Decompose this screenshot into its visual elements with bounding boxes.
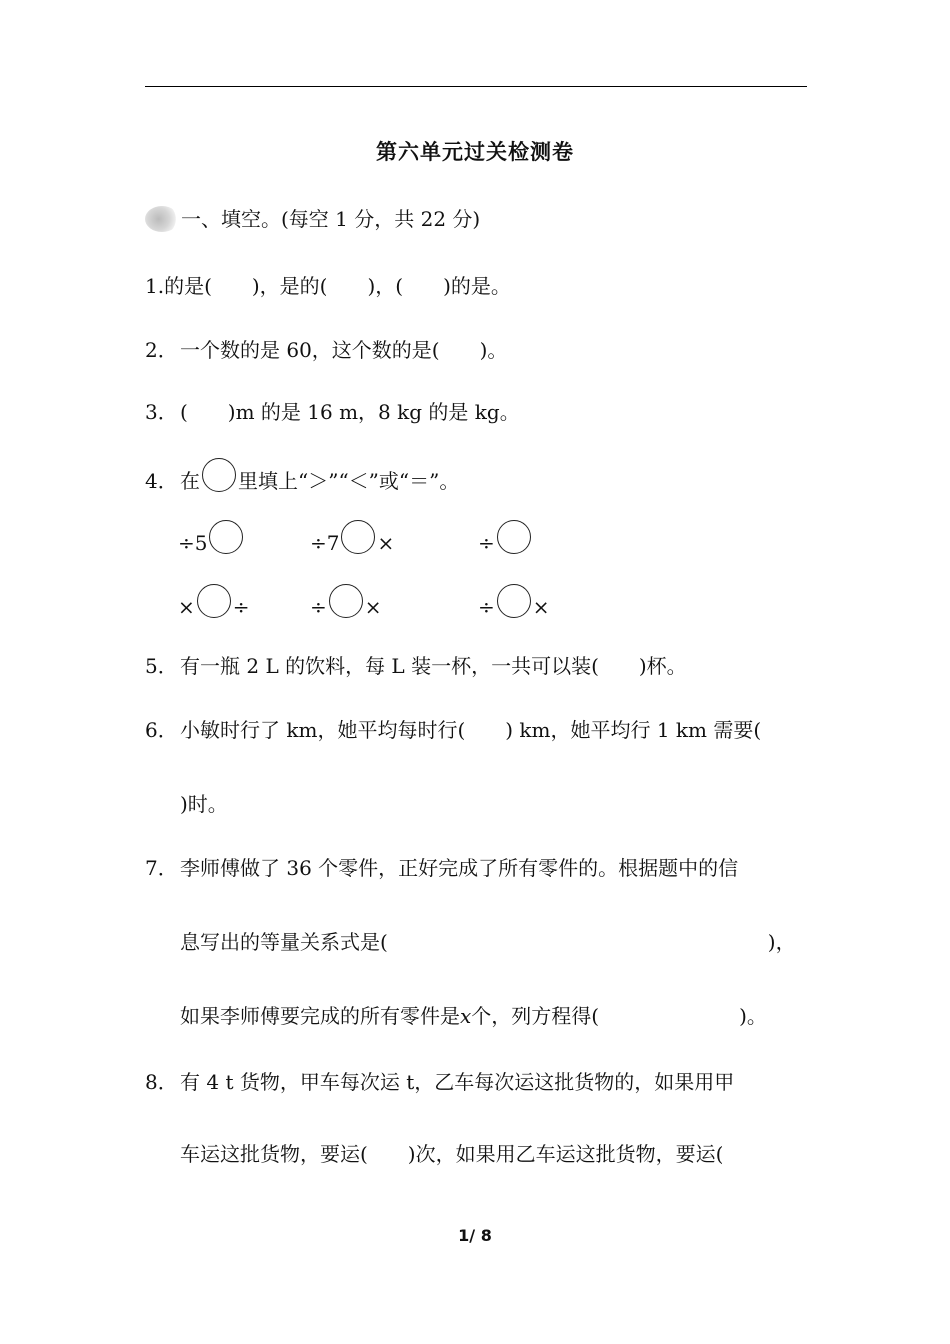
question-3 (145, 398, 520, 426)
compare-item-r1c1 (178, 520, 245, 558)
compare-right: × (364, 595, 382, 619)
page-number: 1/ 8 (458, 1226, 492, 1245)
question-6-number: 6． (145, 718, 178, 742)
compare-left: ÷ (478, 531, 495, 555)
compare-right: ÷ (232, 595, 250, 619)
question-7-cont-2 (180, 1002, 767, 1030)
question-4-post: 里填上“＞”“＜”或“＝”。 (238, 469, 460, 493)
question-6 (145, 716, 761, 744)
question-3-number: 3． (145, 400, 178, 424)
question-7-line1: 李师傅做了 36 个零件，正好完成了所有零件的。根据题中的信 (180, 856, 739, 880)
section1-heading-text: 一、填空。(每空 1 分，共 22 分) (181, 207, 481, 231)
question-8-number: 8． (145, 1070, 178, 1094)
question-8-line2: 车运这批货物，要运( )次，如果用乙车运这批货物，要运( (180, 1142, 724, 1166)
compare-left: ÷7 (310, 531, 340, 555)
question-1-text: 1.的是( )，是的( )，( )的是。 (145, 274, 511, 298)
compare-circle-icon (202, 458, 236, 492)
question-1 (145, 272, 511, 300)
question-4-pre: 在 (180, 469, 200, 493)
compare-circle-icon[interactable] (341, 520, 375, 554)
question-4 (145, 458, 459, 495)
question-5-number: 5． (145, 654, 178, 678)
question-7-cont-1 (180, 928, 796, 956)
compare-right: × (532, 595, 550, 619)
compare-circle-icon[interactable] (329, 584, 363, 618)
question-5-text: 有一瓶 2 L 的饮料，每 L 装一杯，一共可以装( )杯。 (180, 654, 687, 678)
question-7-line2: 息写出的等量关系式是( )， (180, 930, 796, 954)
question-7-line3a: 如果李师傅要完成的所有零件是 (180, 1004, 460, 1028)
question-7-line3b: 个，列方程得( )。 (471, 1004, 767, 1028)
compare-left: ÷ (310, 595, 327, 619)
question-8 (145, 1068, 734, 1096)
section-badge-icon (145, 206, 179, 232)
variable-x: x (460, 1004, 472, 1028)
question-6-line1: 小敏时行了 km，她平均每时行( ) km，她平均行 1 km 需要( (180, 718, 762, 742)
compare-circle-icon[interactable] (209, 520, 243, 554)
section1-heading (145, 205, 480, 233)
compare-item-r1c2 (310, 520, 394, 558)
question-4-number: 4． (145, 469, 178, 493)
question-3-text: ( )m 的是 16 m，8 kg 的是 kg。 (180, 400, 520, 424)
compare-left: ÷5 (178, 531, 208, 555)
compare-left: × (178, 595, 195, 619)
question-2-text: 一个数的是 60，这个数的是( )。 (180, 338, 508, 362)
question-8-cont (180, 1140, 723, 1168)
question-5 (145, 652, 687, 680)
question-6-cont (180, 790, 228, 818)
question-8-line1: 有 4 t 货物，甲车每次运 t，乙车每次运这批货物的，如果用甲 (180, 1070, 735, 1094)
compare-item-r2c1 (178, 584, 250, 622)
compare-item-r1c3 (478, 520, 533, 558)
compare-left: ÷ (478, 595, 495, 619)
question-2 (145, 336, 507, 364)
question-2-number: 2． (145, 338, 178, 362)
question-7 (145, 854, 738, 882)
compare-item-r2c2 (310, 584, 382, 622)
compare-item-r2c3 (478, 584, 550, 622)
compare-right: × (377, 531, 395, 555)
compare-circle-icon[interactable] (497, 520, 531, 554)
compare-circle-icon[interactable] (197, 584, 231, 618)
compare-circle-icon[interactable] (497, 584, 531, 618)
page-title: 第六单元过关检测卷 (376, 139, 574, 164)
question-7-number: 7． (145, 856, 178, 880)
question-6-line2: )时。 (180, 792, 228, 816)
header-rule (145, 86, 807, 87)
